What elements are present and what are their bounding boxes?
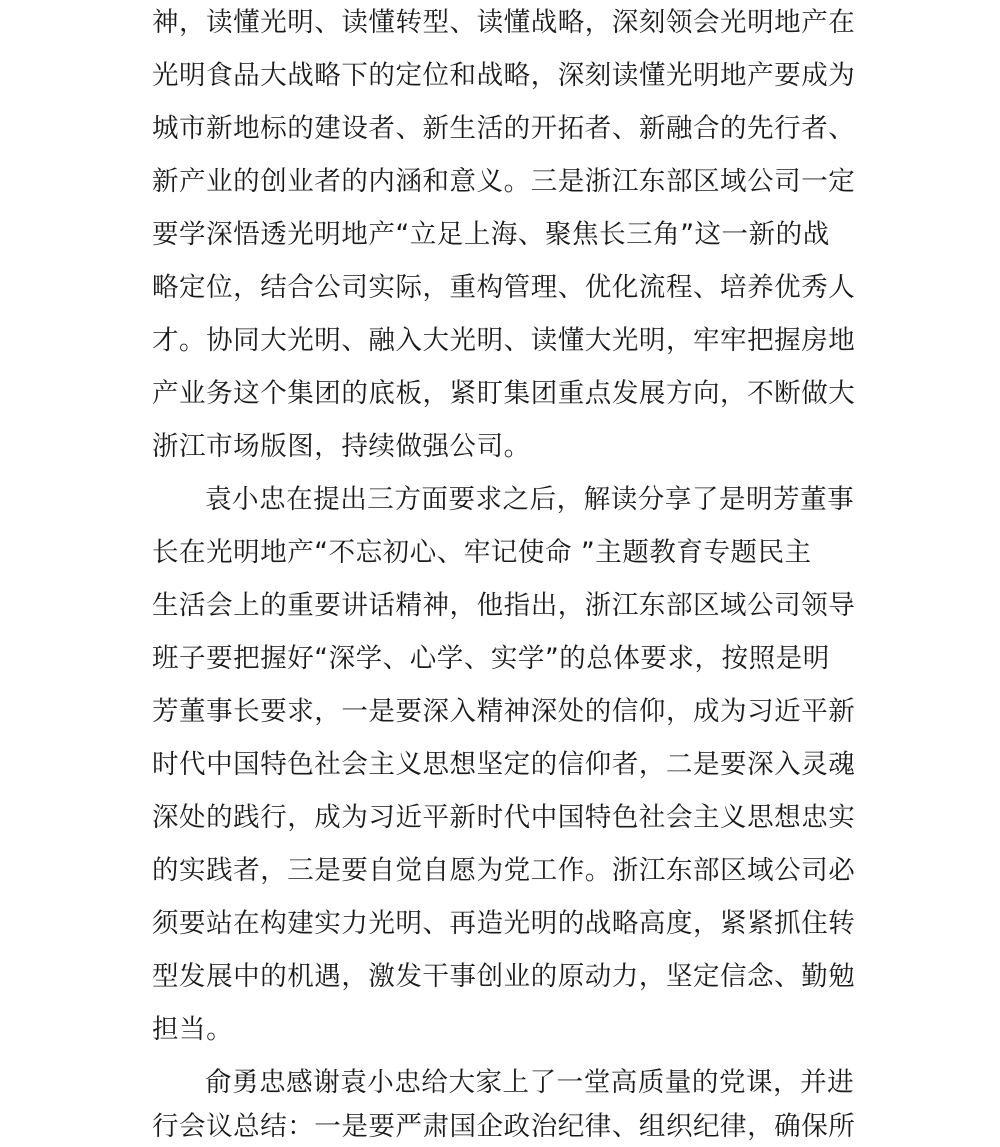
text-line: 须要站在构建实力光明、再造光明的战略高度，紧紧抓住转 [152,908,856,939]
text-line: 才。协同大光明、融入大光明、读懂大光明，牢牢把握房地 [152,325,856,356]
text-line: 的实践者，三是要自觉自愿为党工作。浙江东部区域公司必 [152,855,856,886]
text-line: 行会议总结：一是要严肃国企政治纪律、组织纪律，确保所 [152,1111,856,1142]
text-line: 新产业的创业者的内涵和意义。三是浙江东部区域公司一定 [152,166,856,197]
text-line: 要学深悟透光明地产“立足上海、聚焦长三角”这一新的战 [152,219,830,250]
text-line: 浙江市场版图，持续做强公司。 [152,431,531,462]
text-line: 生活会上的重要讲话精神，他指出，浙江东部区域公司领导 [152,590,856,621]
text-line: 班子要把握好“深学、心学、实学”的总体要求，按照是明 [152,643,830,674]
text-line: 型发展中的机遇，激发干事创业的原动力，坚定信念、勤勉 [152,961,856,992]
paragraph-first-line: 俞勇忠感谢袁小忠给大家上了一堂高质量的党课，并进 [205,1067,855,1098]
text-line: 时代中国特色社会主义思想坚定的信仰者，二是要深入灵魂 [152,749,856,780]
text-line: 神，读懂光明、读懂转型、读懂战略，深刻领会光明地产在 [152,7,856,38]
text-line: 担当。 [152,1014,234,1045]
text-line: 深处的践行，成为习近平新时代中国特色社会主义思想忠实 [152,802,856,833]
text-line: 城市新地标的建设者、新生活的开拓者、新融合的先行者、 [152,113,856,144]
text-line: 略定位，结合公司实际，重构管理、优化流程、培养优秀人 [152,272,856,303]
text-line: 芳董事长要求，一是要深入精神深处的信仰，成为习近平新 [152,696,856,727]
text-line: 光明食品大战略下的定位和战略，深刻读懂光明地产要成为 [152,60,856,91]
paragraph-first-line: 袁小忠在提出三方面要求之后，解读分享了是明芳董事 [205,484,855,515]
text-line: 长在光明地产“不忘初心、牢记使命 ”主题教育专题民主 [152,537,812,568]
text-line: 产业务这个集团的底板，紧盯集团重点发展方向，不断做大 [152,378,856,409]
